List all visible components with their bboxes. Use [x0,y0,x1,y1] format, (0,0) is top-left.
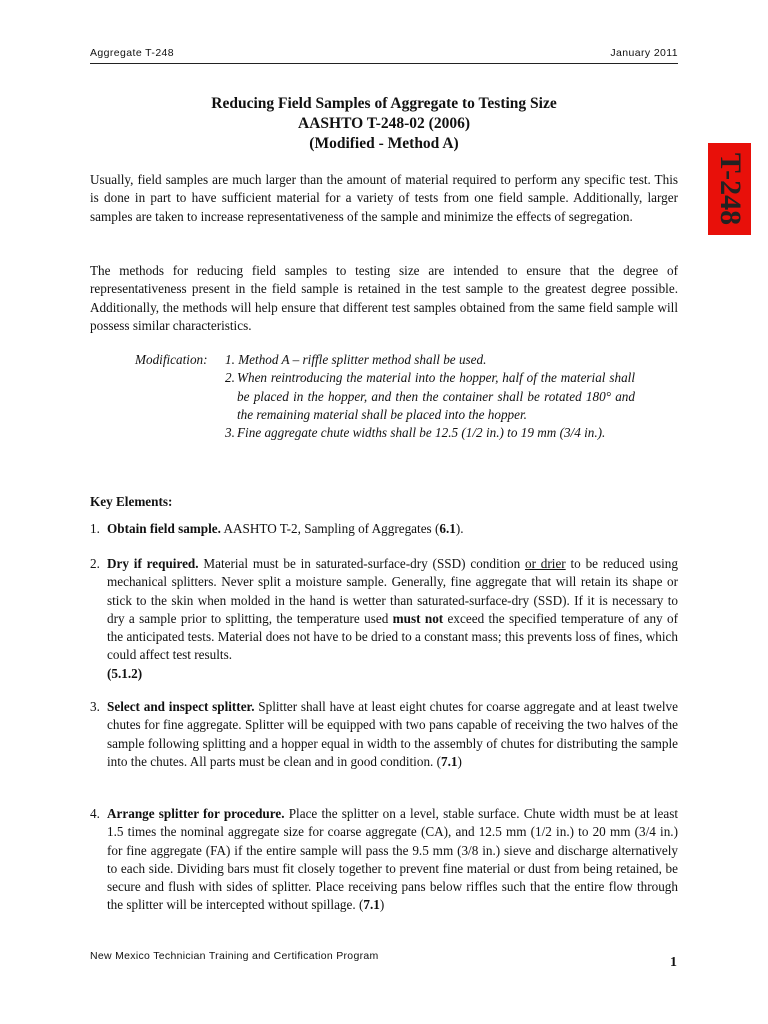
key-element-4 [90,805,678,915]
key-element-2-emphasis: must not [392,610,444,626]
key-element-4-text: Place the splitter on a level, stable surface. Chute width must be at least 1.5 times the nominal aggregate size for coarse aggregate (CA), and 12.5 mm (1/2 in.) to 20 mm (3/4 in.) for fine aggregate (FA) if the entire sample will pass the 9.5 mm (3/8 in.) sieve and discharge alternatively to each side. Dividing bars must fit closely together to prevent fine material or dust from being retained, be secure and flush with sides of splitter. Place receiving pans below riffles such that the entire flow through the splitter will be intercepted without spillage. ( [107,806,678,913]
key-element-2-text-2: to be reduced using mechanical splitters. Never split a moisture sample. Generally, fine aggregate that will retain its shape or stick to the skin when molded in the hand is wetter than saturated-surface-dry (SSD). If it is necessary to dry a sample prior to splitting, the temperature used [107,556,678,626]
key-element-3-text-end: ) [457,753,462,769]
key-element-3-heading: Select and inspect splitter. [107,699,255,714]
side-tab [708,143,751,235]
key-element-2 [90,555,678,683]
modification-item-2-text: When reintroducing the material into the hopper, half of the material shall be placed in the hopper, and then the container shall be rotated 180° and the remaining material shall be placed into the hopper. [237,370,635,422]
key-element-1-ref: 6.1 [439,521,456,536]
page-footer: New Mexico Technician Training and Certification Program [90,950,379,962]
modification-item-3 [225,424,635,442]
modification-item-3-number: 3. [225,425,235,441]
intro-paragraph-1: Usually, field samples are much larger than the amount of material required to perform any specific test. This is done in part to have sufficient material for a variety of tests from one field sample. Additionally, larger samples are taken to increase representativeness of the sample and minimize the effects of segregation. [90,172,678,224]
key-element-1-heading: Obtain field sample. [107,521,221,536]
header-left: Aggregate T-248 [90,47,175,59]
key-element-4-heading: Arrange splitter for procedure. [107,806,285,821]
page-header [90,47,678,64]
key-elements-heading: Key Elements: [90,494,173,509]
title-line-1: Reducing Field Samples of Aggregate to Testing Size [211,95,557,112]
key-element-2-number: 2. [90,556,100,571]
key-element-1-number: 1. [90,521,100,536]
side-tab-label: T-248 [713,152,747,226]
key-element-4-number: 4. [90,806,100,821]
page-number: 1 [670,955,677,970]
modification-label: Modification: [135,352,208,367]
intro-paragraph-2: The methods for reducing field samples to testing size are intended to ensure that the degree of representativeness present in the field sample is retained in the test sample to the greatest degree possible. Additionally, the methods will help ensure that different test samples obtained from the same field sample will possess similar characteristics. [90,263,678,333]
modification-item-2-number: 2. [225,370,235,386]
key-element-4-ref: 7.1 [363,897,380,913]
key-element-2-underlined: or drier [524,556,566,571]
key-element-3-number: 3. [90,699,100,714]
modification-item-1: 1. Method A – riffle splitter method shall be used. [225,352,487,367]
key-element-1 [90,520,678,538]
key-element-1-text: AASHTO T-2, Sampling of Aggregates ( [220,521,440,536]
key-element-2-text: Material must be in saturated-surface-dry (SSD) condition [198,556,525,571]
key-element-1-text-end: ). [455,521,464,536]
modification-item-2 [225,369,635,424]
key-element-3-ref: 7.1 [441,753,458,769]
key-element-2-heading: Dry if required. [107,556,199,571]
title-line-2: AASHTO T-248-02 (2006) [298,115,470,132]
title-line-3: (Modified - Method A) [309,135,459,152]
key-element-2-ref: (5.1.2) [107,665,143,681]
modification-block [135,351,635,442]
key-element-2-text-3: exceed the specified temperature of any of the anticipated tests. Material does not have to be dried to a constant mass; this prevents loss of fines, which could affect test results. [107,610,678,663]
key-element-4-text-end: ) [379,897,385,913]
modification-item-3-text: Fine aggregate chute widths shall be 12.5 (1/2 in.) to 19 mm (3/4 in.). [237,425,606,441]
key-element-3-text: Splitter shall have at least eight chutes for coarse aggregate and at least twelve chutes for fine aggregate. Splitter will be equipped with two pans capable of receiving the two halves of the sample following splitting and a hopper equal in width to the assembly of chutes for distributing the sample into the chutes. All parts must be clean and in good condition. ( [107,699,678,769]
document-title [90,94,678,154]
key-element-3 [90,698,678,771]
header-right: January 2011 [610,47,678,59]
